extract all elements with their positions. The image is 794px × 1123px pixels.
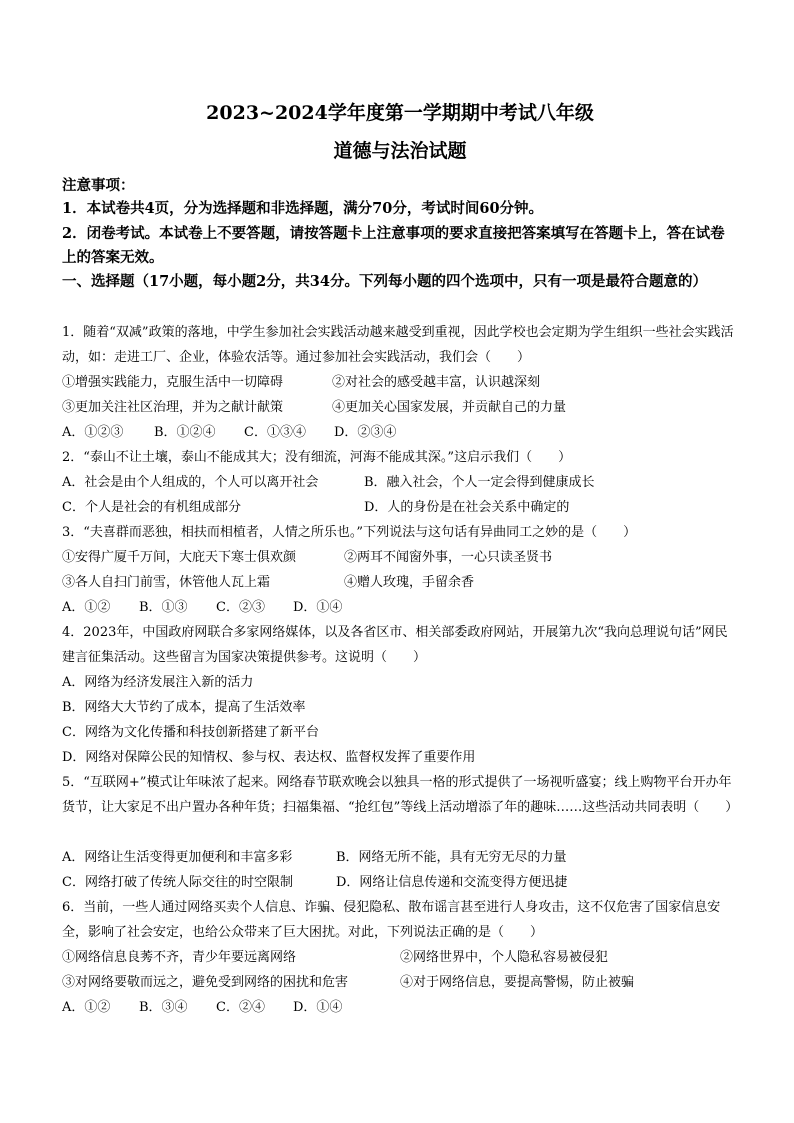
choice-a: A．①②③ — [62, 425, 124, 440]
choice-c: C．②③ — [216, 600, 265, 615]
question-5-choices-row-1 — [62, 845, 738, 870]
question-3-stem: 3．“夫喜群而恶独，相扶而相植者，人情之所乐也。”下列说法与这句话有异曲同工之妙的是（ ） — [62, 525, 637, 540]
question-4-stem: 4．2023年，中国政府网联合多家网络媒体，以及各省区市、相关部委政府网站，开展第九次“我向总理说句话”网民建言征集活动。这些留言为国家决策提供参考。这说明（ ） — [62, 625, 728, 665]
question-1-choices — [62, 420, 738, 445]
question-1-stem: 1．随着“双减”政策的落地，中学生参加社会实践活动越来越受到重视，因此学校也会定期为学生组织一些社会实践活动，如：走进工厂、企业，体验农活等。通过参加社会实践活动，我们会（ ） — [62, 325, 734, 365]
question-3-statements-row-2 — [62, 570, 738, 595]
choice-c: C．网络打破了传统人际交往的时空限制 — [62, 875, 293, 890]
choice-b: B．网络大大节约了成本，提高了生活效率 — [62, 700, 306, 715]
notes-heading: 注意事项： — [62, 177, 135, 194]
statement: ①增强实践能力，克服生活中一切障碍 — [62, 375, 284, 390]
choice-d: D．人的身份是在社会关系中确定的 — [364, 500, 570, 515]
question-6-stem: 6．当前，一些人通过网络买卖个人信息、诈骗、侵犯隐私、散布谣言甚至进行人身攻击，这不仅危害了国家信息安全，影响了社会安定，也给公众带来了巨大困扰。对此，下列说法正确的是（ ） — [62, 900, 721, 940]
question-2-choices-row-1 — [62, 470, 738, 495]
question-3-statements-row-1 — [62, 545, 738, 570]
choice-b: B．融入社会，个人一定会得到健康成长 — [364, 475, 595, 490]
choice-a: A．网络为经济发展注入新的活力 — [62, 675, 254, 690]
choice-d: D．网络对保障公民的知情权、参与权、表达权、监督权发挥了重要作用 — [62, 750, 476, 765]
choice-c: C．②④ — [216, 1000, 265, 1015]
note-item-1: 1．本试卷共4页，分为选择题和非选择题，满分70分，考试时间60分钟。 — [62, 200, 544, 217]
section-heading: 一、选择题（17小题，每小题2分，共34分。下列每小题的四个选项中，只有一项是最符合题意的） — [62, 273, 707, 290]
statement: ③各人自扫门前雪，休管他人瓦上霜 — [62, 575, 271, 590]
statement: ③更加关注社区治理，并为之献计献策 — [62, 400, 284, 415]
choice-d: D．①④ — [293, 1000, 343, 1015]
choice-d: D．①④ — [293, 600, 343, 615]
note-item-2: 2．闭卷考试。本试卷上不要答题，请按答题卡上注意事项的要求直接把答案填写在答题卡上，答在试卷上的答案无效。 — [62, 225, 725, 266]
choice-a: A．①② — [62, 600, 111, 615]
question-6-choices — [62, 995, 738, 1020]
exam-subtitle: 道德与法治试题 — [333, 140, 467, 162]
question-1-statements-row-2 — [62, 395, 738, 420]
choice-c: C．①③④ — [244, 425, 306, 440]
choice-b: B．①②④ — [154, 425, 216, 440]
statement: ②网络世界中，个人隐私容易被侵犯 — [400, 950, 609, 965]
question-6-statements-row-1 — [62, 945, 738, 970]
question-5-stem: 5．“互联网+”模式让年味浓了起来。网络春节联欢晚会以独具一格的形式提供了一场视听盛宴；线上购物平台开办年货节，让大家足不出户置办各种年货；扫福集福、“抢红包”等线上活动增添了年的趣味……这些活动共同表明（ ） — [62, 775, 739, 815]
statement: ④对于网络信息，要提高警惕，防止被骗 — [400, 975, 635, 990]
question-3-choices — [62, 595, 738, 620]
statement: ④赠人玫瑰，手留余香 — [344, 575, 475, 590]
question-5-choices-row-2 — [62, 870, 738, 895]
choice-d: D．网络让信息传递和交流变得方便迅捷 — [336, 875, 568, 890]
question-2-stem: 2．“泰山不让土壤，泰山不能成其大；没有细流，河海不能成其深。”这启示我们（ ） — [62, 450, 572, 465]
choice-a: A．①② — [62, 1000, 111, 1015]
question-1-statements-row-1 — [62, 370, 738, 395]
statement: ②对社会的感受越丰富，认识越深刻 — [332, 375, 541, 390]
question-2-choices-row-2 — [62, 495, 738, 520]
statement: ②两耳不闻窗外事，一心只读圣贤书 — [344, 550, 553, 565]
choice-a: A．社会是由个人组成的，个人可以离开社会 — [62, 475, 319, 490]
choice-c: C．网络为文化传播和科技创新搭建了新平台 — [62, 725, 319, 740]
statement: ①网络信息良莠不齐，青少年要远离网络 — [62, 950, 297, 965]
choice-b: B．①③ — [139, 600, 188, 615]
question-6-statements-row-2 — [62, 970, 738, 995]
choice-a: A．网络让生活变得更加便利和丰富多彩 — [62, 850, 293, 865]
choice-d: D．②③④ — [334, 425, 397, 440]
exam-title: 2023~2024学年度第一学期期中考试八年级 — [206, 102, 594, 124]
statement: ①安得广厦千万间，大庇天下寒士俱欢颜 — [62, 550, 297, 565]
statement: ④更加关心国家发展，并贡献自己的力量 — [332, 400, 567, 415]
choice-b: B．③④ — [139, 1000, 188, 1015]
choice-c: C．个人是社会的有机组成部分 — [62, 500, 241, 515]
choice-b: B．网络无所不能，具有无穷无尽的力量 — [336, 850, 567, 865]
statement: ③对网络要敬而远之，避免受到网络的困扰和危害 — [62, 975, 349, 990]
